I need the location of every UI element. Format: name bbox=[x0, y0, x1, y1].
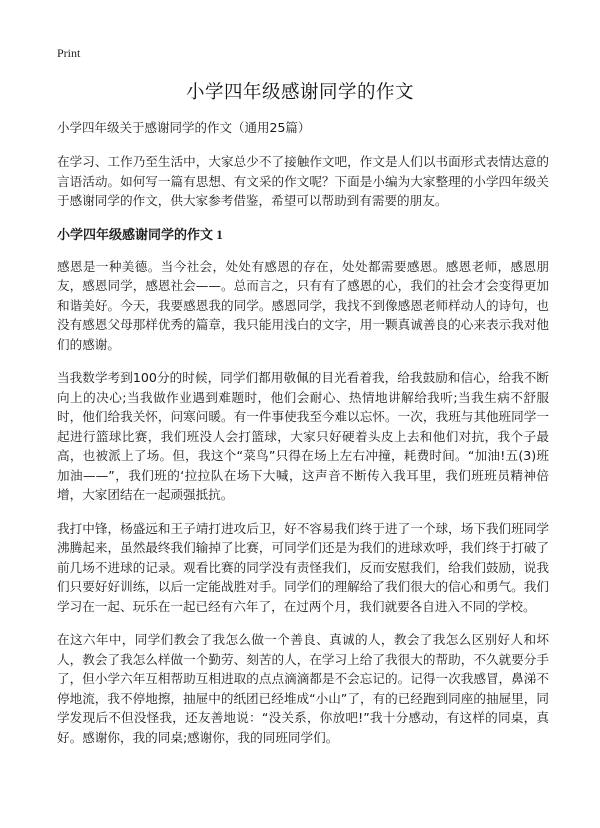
article-body bbox=[57, 118, 549, 761]
article-subtitle: 小学四年级关于感谢同学的作文（通用25篇） bbox=[57, 120, 311, 135]
intro-paragraph: 在学习、工作乃至生活中，大家总少不了接触作文吧，作文是人们以书面形式表情达意的言语活动。如何写一篇有思想、有文采的作文呢？下面是小编为大家整理的小学四年级关于感谢同学的作文，供大家参考借鉴，希望可以帮助到有需要的朋友。 bbox=[57, 154, 549, 208]
section-heading: 小学四年级感谢同学的作文 1 bbox=[57, 226, 223, 242]
body-paragraph-4: 在这六年中，同学们教会了我怎么做一个善良、真诚的人，教会了我怎么区别好人和坏人，教会了我怎么样做一个勤劳、刻苦的人，在学习上给了我很大的帮助，不久就要分手了，但小学六年互相帮助互相进取的点点滴滴都是不会忘记的。记得一次我感冒，鼻涕不停地流，我不停地擦，抽屉中的纸团已经堆成“小山”了，有的已经跑到同座的抽屉里，同学发现后不但没怪我，还友善地说：“没关系，你放吧!”我十分感动，有这样的同桌，真好。感谢你，我的同桌;感谢你，我的同班同学们。 bbox=[57, 632, 549, 745]
print-link[interactable]: Print bbox=[57, 46, 81, 60]
page-title: 小学四年级感谢同学的作文 bbox=[185, 82, 414, 103]
body-paragraph-2: 当我数学考到100分的时候，同学们都用敬佩的目光看着我，给我鼓励和信心，给我不断向上的决心;当我做作业遇到难题时，他们会耐心、热情地讲解给我听;当我生病不舒服时，他们给我关怀，问寒问暖。有一件事使我至今难以忘怀。一次，我班与其他班同学一起进行篮球比赛，我们班没人会打篮球，大家只好硬着头皮上去和他们对抗，我个子最高，也被派上了场。但，我这个“菜鸟”只得在场上左右冲撞，耗费时间。“加油!五(3)班加油——”，我们班的‘拉拉队在场下大喊，这声音不断传入我耳里，我们班班员精神倍增，大家团结在一起顽强抵抗。 bbox=[57, 370, 549, 502]
body-paragraph-1: 感恩是一种美德。当今社会，处处有感恩的存在，处处都需要感恩。感恩老师，感恩朋友，感恩同学，感恩社会——。总而言之，只有有了感恩的心，我们的社会才会变得更加和谐美好。今天，我要感恩我的同学。感恩同学，我找不到像感恩老师样动人的诗句，也没有感恩父母那样优秀的篇章，我只能用浅白的文字，用一颗真诚善良的心来表示我对他们的感谢。 bbox=[57, 258, 549, 352]
body-paragraph-3: 我打中锋，杨盛远和王子靖打进攻后卫，好不容易我们终于进了一个球，场下我们班同学沸腾起来，虽然最终我们输掉了比赛，可同学们还是为我们的进球欢呼，我们终于打破了前几场不进球的记录。观看比赛的同学没有责怪我们，反而安慰我们，给我们鼓励，说我们只要好好训练，以后一定能战胜对手。同学们的理解给了我们很大的信心和勇气。我们学习在一起、玩乐在一起已经有六年了，在过两个月，我们就要各自进入不同的学校。 bbox=[57, 520, 549, 614]
